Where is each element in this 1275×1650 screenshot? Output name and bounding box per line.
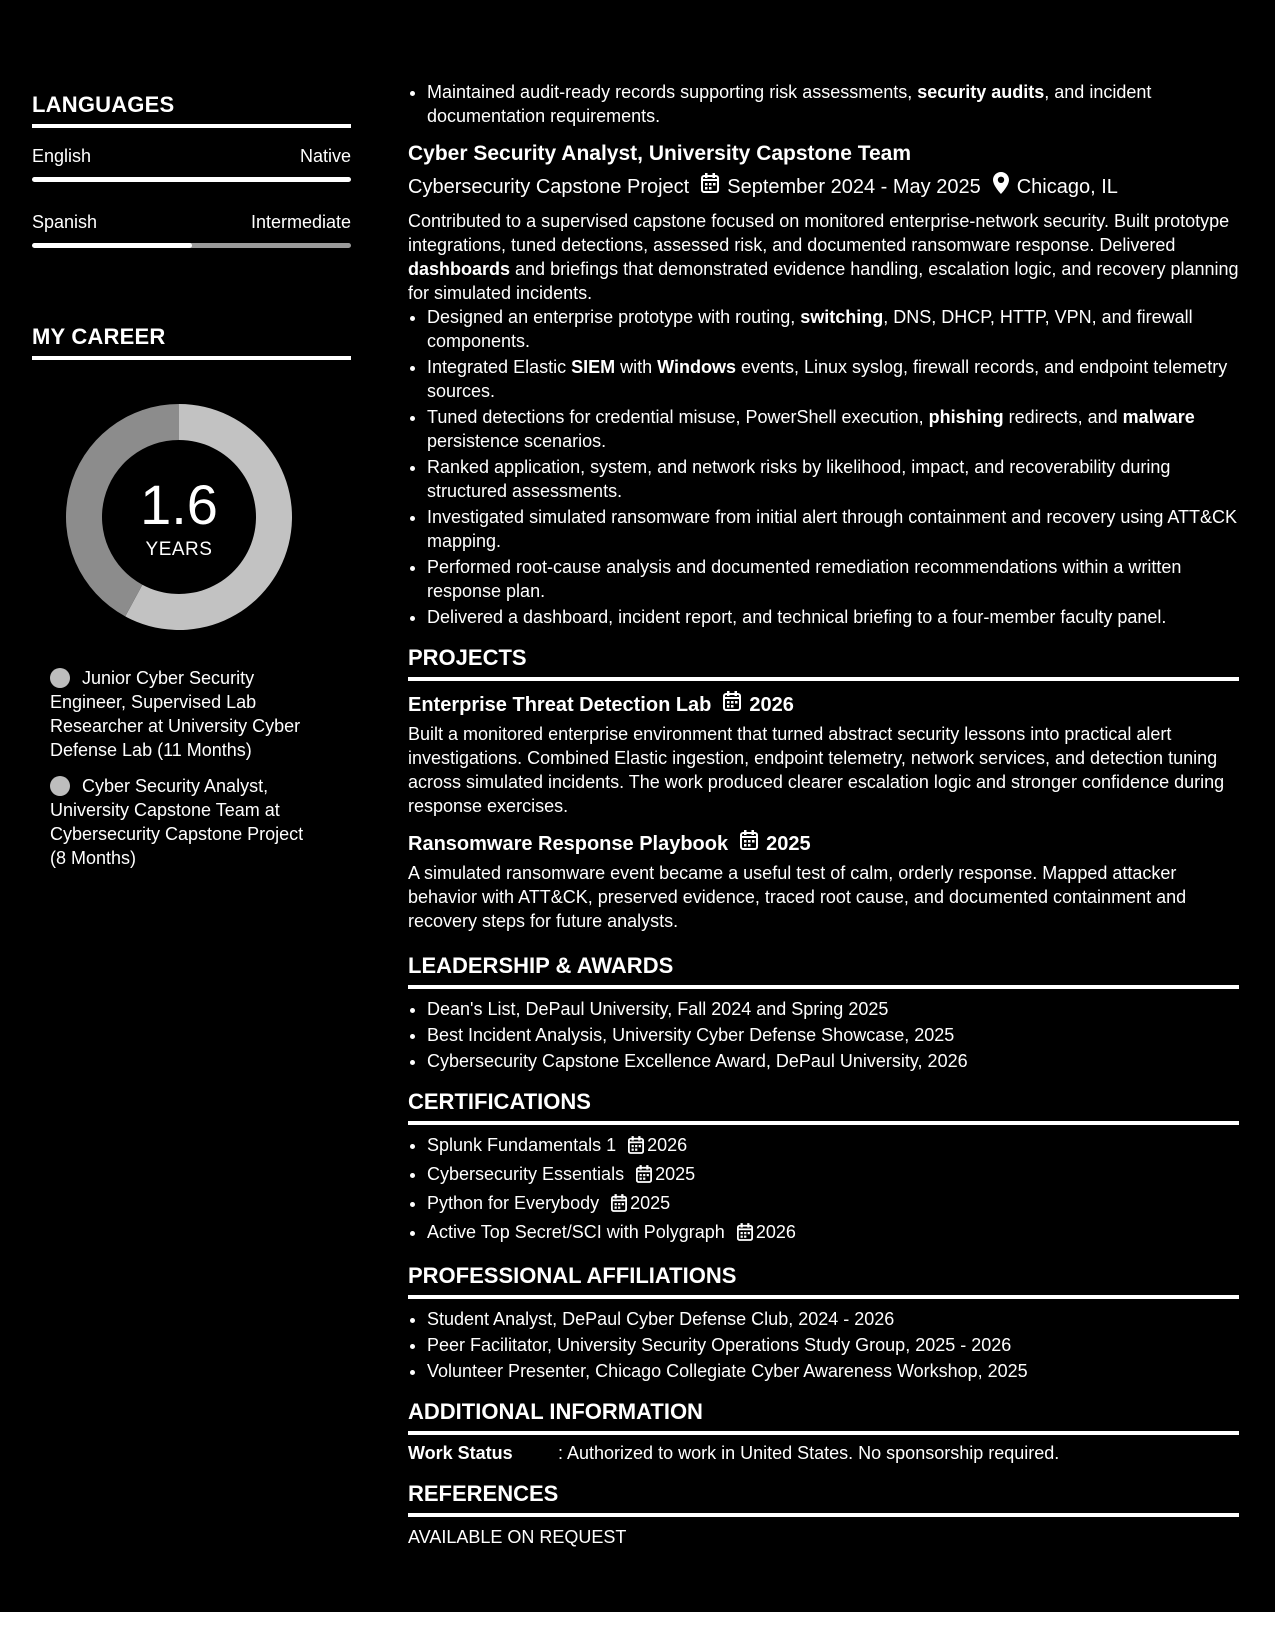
- language-name: Spanish: [32, 212, 98, 232]
- main-content: [408, 80, 1239, 1549]
- job-bullet: • Integrated Elastic SIEM with Windows events, Linux syslog, firewall records, and endpoint telemetry sources.: [427, 355, 1239, 403]
- project-title: [408, 691, 1239, 718]
- project-name: Enterprise Threat Detection Lab: [408, 693, 712, 716]
- job-summary: Contributed to a supervised capstone focused on monitored enterprise-network security. Built prototype integrations, tuned detections, assessed risk, and documented ransomware response. Delivered dashboards and briefings that demonstrated evidence handling, escalation logic, and recovery planning for simulated incidents.: [408, 211, 1239, 303]
- language-bar: [32, 177, 351, 182]
- calendar-icon: [611, 1194, 627, 1218]
- career-item: Cyber Security Analyst, University Capstone Team at Cybersecurity Capstone Project (8 Months): [50, 776, 304, 868]
- calendar-icon: [636, 1165, 652, 1189]
- certifications-title: CERTIFICATIONS: [408, 1087, 1239, 1125]
- job-dates: September 2024 - May 2025: [727, 175, 981, 198]
- calendar-icon: [701, 173, 719, 200]
- certification-item: • Python for Everybody 2025: [427, 1191, 1239, 1218]
- language-bar: [32, 243, 351, 248]
- language-name: English: [32, 146, 92, 166]
- work-status-value: : Authorized to work in United States. No sponsorship required.: [558, 1443, 1060, 1463]
- language-item: [32, 146, 351, 182]
- project-description: Built a monitored enterprise environment that turned abstract security lessons into practical alert investigations. Combined Elastic ingestion, endpoint telemetry, network services, and detection tuning across simulated incidents. The work produced clearer escalation logic and stronger confidence during response exercises.: [408, 724, 1225, 816]
- work-status-label: Work Status: [408, 1443, 513, 1463]
- affiliation-item: • Peer Facilitator, University Security Operations Study Group, 2025 - 2026: [427, 1333, 1239, 1357]
- leadership-list: [408, 997, 1239, 1073]
- project-name: Ransomware Response Playbook: [408, 832, 729, 855]
- leadership-item: • Best Incident Analysis, University Cyber Defense Showcase, 2025: [427, 1023, 1239, 1047]
- job-meta: [408, 172, 1239, 201]
- project-title: [408, 830, 1239, 857]
- affiliation-item: • Student Analyst, DePaul Cyber Defense Club, 2024 - 2026: [427, 1307, 1239, 1331]
- project-year: 2026: [749, 693, 794, 716]
- certification-item: • Cybersecurity Essentials 2025: [427, 1162, 1239, 1189]
- language-item: [32, 212, 351, 248]
- job-bullet: • Tuned detections for credential misuse, PowerShell execution, phishing redirects, and malware persistence scenarios.: [427, 405, 1239, 453]
- career-title: MY CAREER: [32, 324, 351, 360]
- certification-item: • Splunk Fundamentals 1 2026: [427, 1133, 1239, 1160]
- work-status-row: [408, 1441, 1239, 1465]
- career-item: Junior Cyber Security Engineer, Supervised Lab Researcher at University Cyber Defense Lab (11 Months): [50, 668, 301, 760]
- experience-top-bullets: [408, 80, 1239, 128]
- career-list: [50, 666, 320, 870]
- additional-title: ADDITIONAL INFORMATION: [408, 1397, 1239, 1435]
- job-bullet: • Ranked application, system, and network risks by likelihood, impact, and recoverability during structured assessments.: [427, 455, 1239, 503]
- certifications-list: [408, 1133, 1239, 1247]
- career-years-unit: YEARS: [145, 539, 213, 560]
- career-dot-icon: [50, 776, 70, 796]
- certification-item: • Active Top Secret/SCI with Polygraph 2026: [427, 1220, 1239, 1247]
- job-bullets: [408, 305, 1239, 629]
- experience-bullet: • Maintained audit-ready records supporting risk assessments, security audits, and incident documentation requirements.: [427, 80, 1239, 128]
- language-bar-fill: [32, 243, 192, 248]
- job-company: Cybersecurity Capstone Project: [408, 175, 690, 198]
- calendar-icon: [723, 691, 741, 718]
- languages-title: LANGUAGES: [32, 92, 351, 128]
- language-level: Intermediate: [250, 212, 351, 232]
- leadership-title: LEADERSHIP & AWARDS: [408, 951, 1239, 989]
- sidebar: [32, 92, 351, 882]
- career-dot-icon: [50, 668, 70, 688]
- project-year: 2025: [766, 832, 811, 855]
- leadership-item: • Cybersecurity Capstone Excellence Award, DePaul University, 2026: [427, 1049, 1239, 1073]
- job-bullet: • Investigated simulated ransomware from initial alert through containment and recovery using ATT&CK mapping.: [427, 505, 1239, 553]
- affiliation-item: • Volunteer Presenter, Chicago Collegiate Cyber Awareness Workshop, 2025: [427, 1359, 1239, 1383]
- job-bullet: • Designed an enterprise prototype with routing, switching, DNS, DHCP, HTTP, VPN, and firewall components.: [427, 305, 1239, 353]
- career-years-value: 1.6: [140, 473, 218, 536]
- map-pin-icon: [993, 172, 1009, 201]
- calendar-icon: [628, 1136, 644, 1160]
- job-location: Chicago, IL: [1016, 175, 1118, 198]
- projects-title: PROJECTS: [408, 643, 1239, 681]
- project-description: A simulated ransomware event became a useful test of calm, orderly response. Mapped attacker behavior with ATT&CK, preserved evidence, traced root cause, and documented containment and recovery steps for future analysts.: [408, 863, 1187, 931]
- language-bar-fill: [32, 177, 351, 182]
- job-title: Cyber Security Analyst, University Capstone Team: [408, 142, 912, 165]
- affiliations-title: PROFESSIONAL AFFILIATIONS: [408, 1261, 1239, 1299]
- leadership-item: • Dean's List, DePaul University, Fall 2024 and Spring 2025: [427, 997, 1239, 1021]
- calendar-icon: [737, 1223, 753, 1247]
- references-title: REFERENCES: [408, 1479, 1239, 1517]
- career-donut: [66, 404, 292, 630]
- calendar-icon: [740, 830, 758, 857]
- job-bullet: • Delivered a dashboard, incident report, and technical briefing to a four-member faculty panel.: [427, 605, 1239, 629]
- references-text: AVAILABLE ON REQUEST: [408, 1527, 627, 1547]
- affiliations-list: [408, 1307, 1239, 1383]
- job-bullet: • Performed root-cause analysis and documented remediation recommendations within a written response plan.: [427, 555, 1239, 603]
- language-level: Native: [299, 146, 351, 166]
